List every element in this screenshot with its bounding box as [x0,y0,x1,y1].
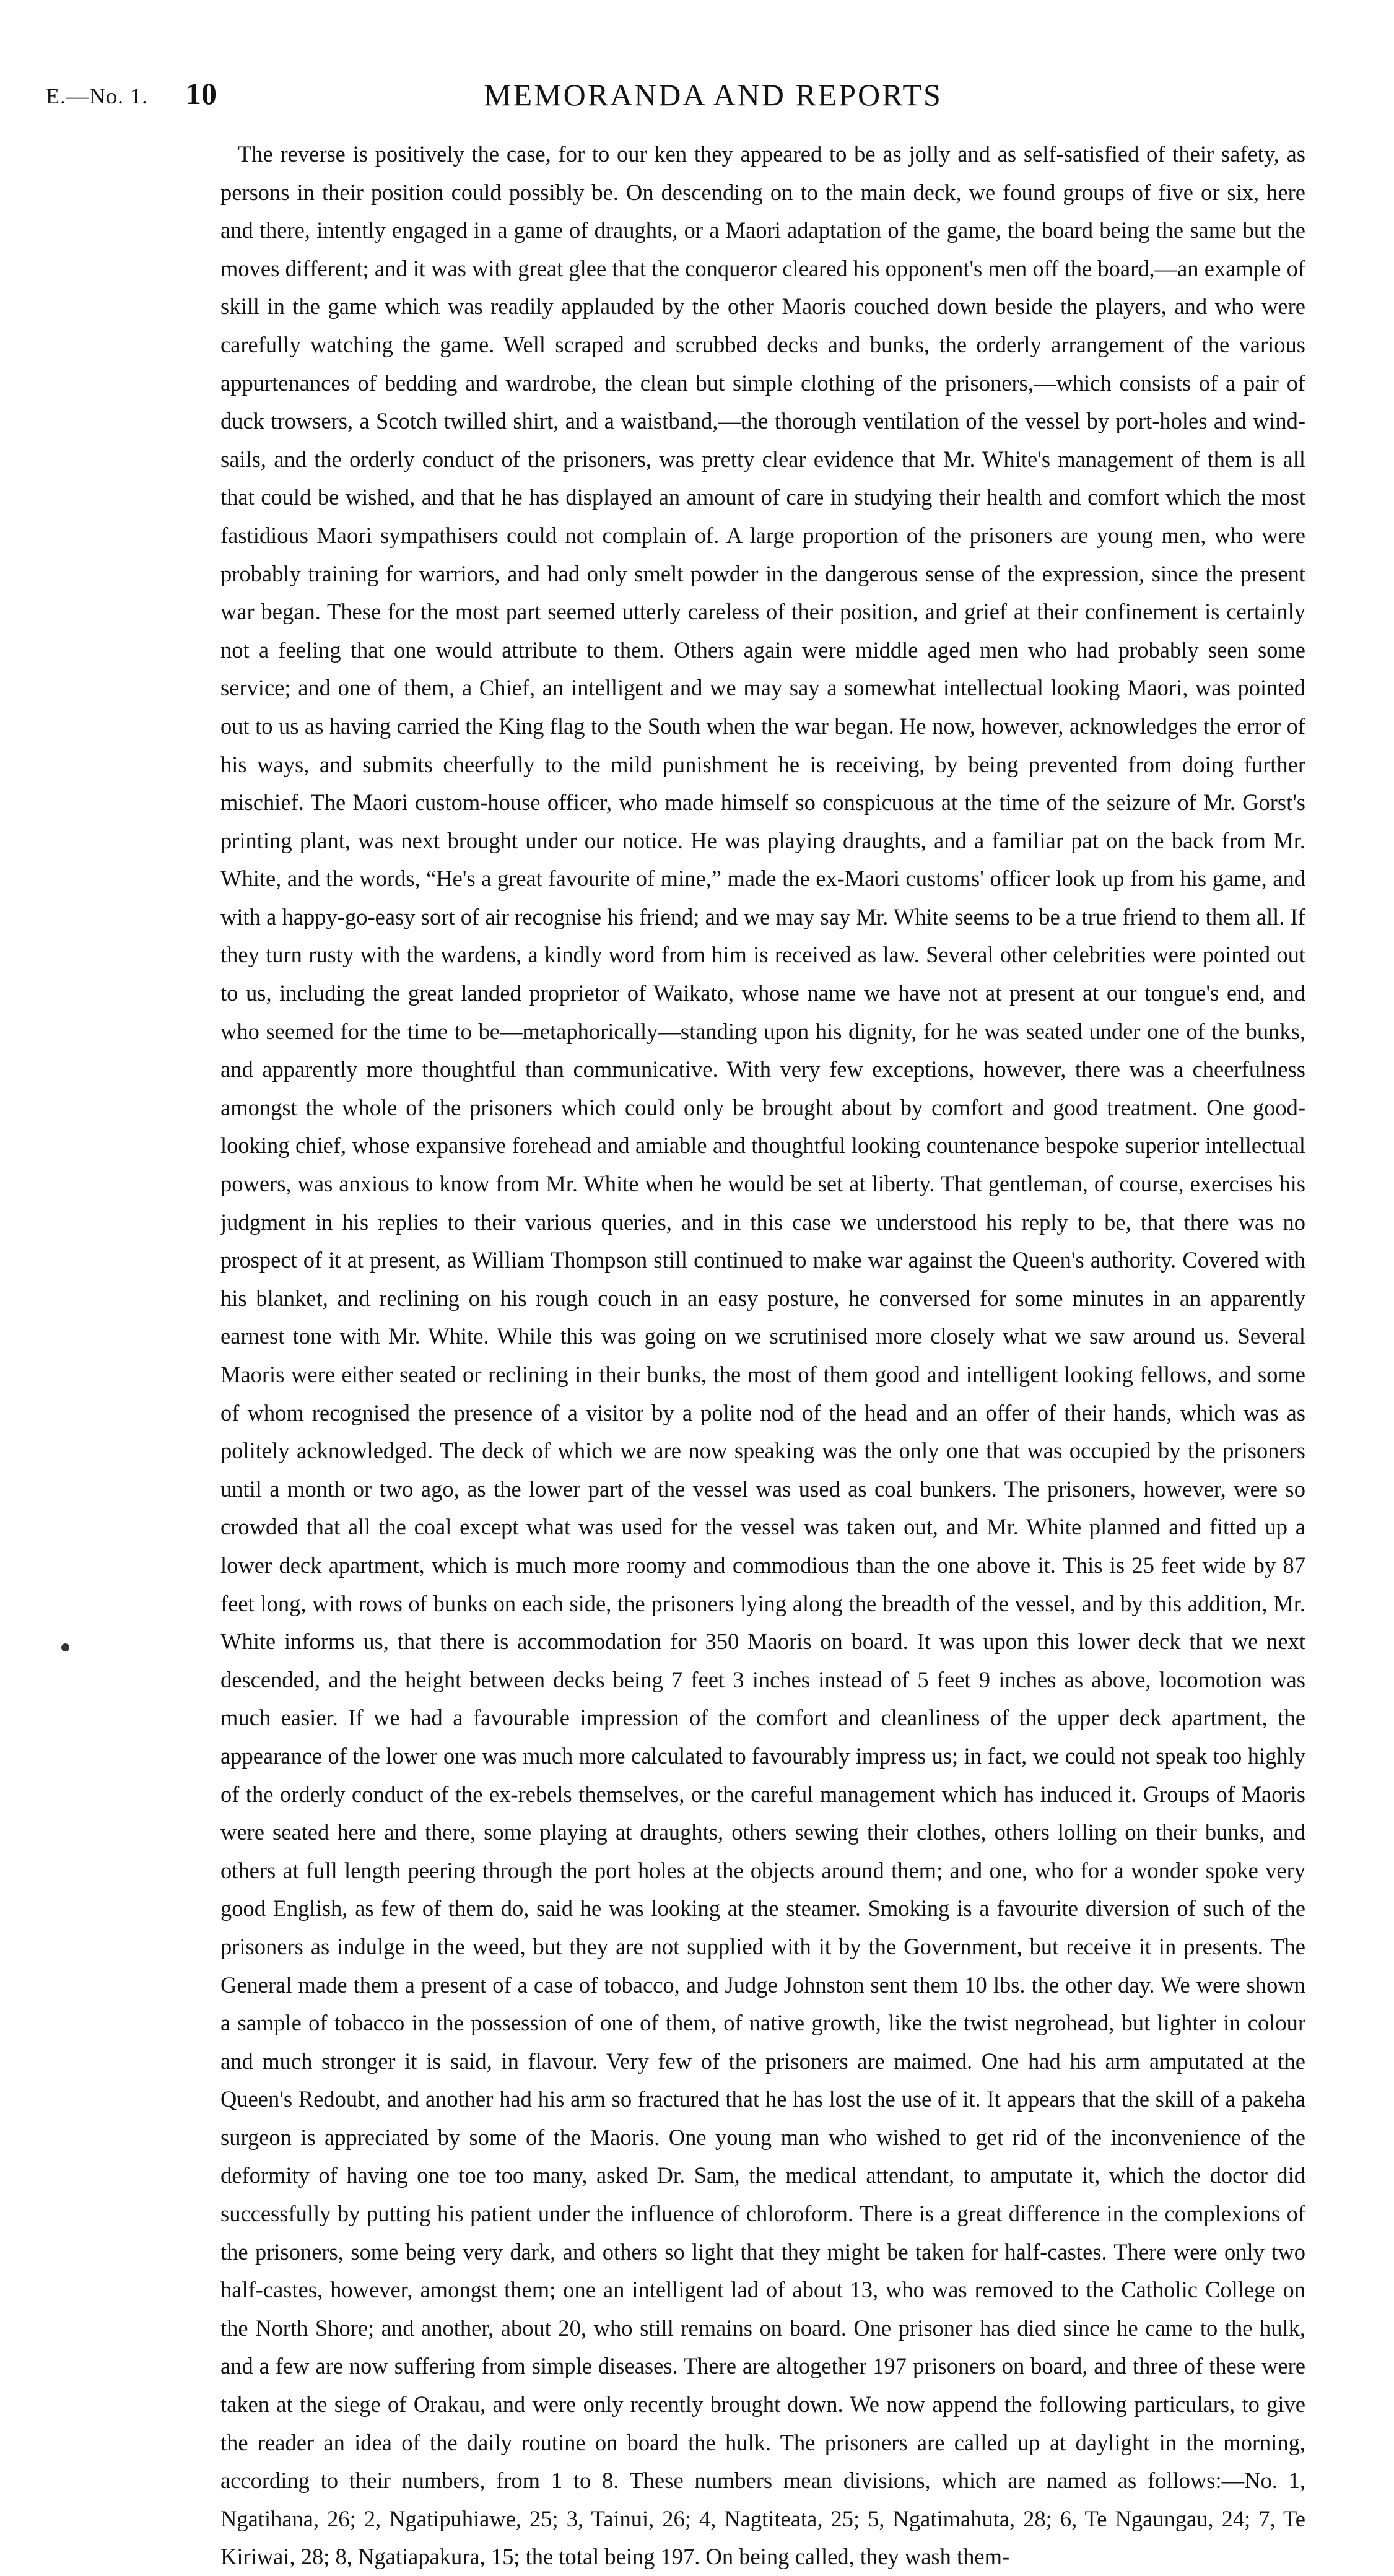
page-number: 10 [186,76,217,111]
margin-mark [61,1643,69,1651]
document-reference: E.—No. 1. [46,84,148,108]
page-header [46,74,1306,118]
body-paragraph: The reverse is positively the case, for to our ken they appeared to be as jolly and as self-satisfied of their safety, as persons in their position could possibly be. On descending on to the main deck, we found groups of five or six, here and there, intently engaged in a game of draughts, or a Maori adaptation of the game, the board being the same but the moves different; and it was with great glee that the conqueror cleared his opponent's men off the board,—an example of skill in the game which was readily applauded by the other Maoris couched down beside the players, and who were carefully watching the game. Well scraped and scrubbed decks and bunks, the orderly arrangement of the various appurtenances of bedding and wardrobe, the clean but simple clothing of the prisoners,—which consists of a pair of duck trowsers, a Scotch twilled shirt, and a waistband,—the thorough ventilation of the vessel by port-holes and wind-sails, and the orderly conduct of the prisoners, was pretty clear evidence that Mr. White's management of them is all that could be wished, and that he has displayed an amount of care in studying their health and comfort which the most fastidious Maori sympathisers could not complain of. A large proportion of the prisoners are young men, who were probably training for warriors, and had only smelt powder in the dangerous sense of the expression, since the present war began. These for the most part seemed utterly careless of their position, and grief at their confinement is certainly not a feeling that one would attribute to them. Others again were middle aged men who had probably seen some service; and one of them, a Chief, an intelligent and we may say a somewhat intellectual looking Maori, was pointed out to us as having carried the King flag to the South when the war began. He now, however, acknowledges the error of his ways, and submits cheerfully to the mild punishment he is receiving, by being prevented from doing further mischief. The Maori custom-house officer, who made himself so conspicuous at the time of the seizure of Mr. Gorst's printing plant, was next brought under our notice. He was playing draughts, and a familiar pat on the back from Mr. White, and the words, “He's a great favourite of mine,” made the ex-Maori customs' officer look up from his game, and with a happy-go-easy sort of air recognise his friend; and we may say Mr. White seems to be a true friend to them all. If they turn rusty with the wardens, a kindly word from him is received as law. Several other celebrities were pointed out to us, including the great landed proprietor of Waikato, whose name we have not at present at our tongue's end, and who seemed for the time to be—metaphorically—standing upon his dignity, for he was seated under one of the bunks, and apparently more thoughtful than communicative. With very few exceptions, however, there was a cheerfulness amongst the whole of the prisoners which could only be brought about by comfort and good treatment. One good-looking chief, whose expansive forehead and amiable and thoughtful looking countenance bespoke superior intellectual powers, was anxious to know from Mr. White when he would be set at liberty. That gentleman, of course, exercises his judgment in his replies to their various queries, and in this case we understood his reply to be, that there was no prospect of it at present, as William Thompson still continued to make war against the Queen's authority. Covered with his blanket, and reclining on his rough couch in an easy posture, he conversed for some minutes in an apparently earnest tone with Mr. White. While this was going on we scrutinised more closely what we saw around us. Several Maoris were either seated or reclining in their bunks, the most of them good and intelligent looking fellows, and some of whom recognised the presence of a visitor by a polite nod of the head and an offer of their hands, which was as politely acknowledged. The deck of which we are now speaking was the only one that was occupied by the prisoners until a month or two ago, as the lower part of the vessel was used as coal bunkers. The prisoners, however, were so crowded that all the coal except what was used for the vessel was taken out, and Mr. White planned and fitted up a lower deck apartment, which is much more roomy and commodious than the one above it. This is 25 feet wide by 87 feet long, with rows of bunks on each side, the prisoners lying along the breadth of the vessel, and by this addition, Mr. White informs us, that there is accommodation for 350 Maoris on board. It was upon this lower deck that we next descended, and the height between decks being 7 feet 3 inches instead of 5 feet 9 inches as above, locomotion was much easier. If we had a favourable impression of the comfort and cleanliness of the upper deck apartment, the appearance of the lower one was much more calculated to favourably impress us; in fact, we could not speak too highly of the orderly conduct of the ex-rebels themselves, or the careful management which has induced it. Groups of Maoris were seated here and there, some playing at draughts, others sewing their clothes, others lolling on their bunks, and others at full length peering through the port holes at the objects around them; and one, who for a wonder spoke very good English, as few of them do, said he was looking at the steamer. Smoking is a favourite diversion of such of the prisoners as indulge in the weed, but they are not supplied with it by the Government, but receive it in presents. The General made them a present of a case of tobacco, and Judge Johnston sent them 10 lbs. the other day. We were shown a sample of tobacco in the possession of one of them, of native growth, like the twist negrohead, but lighter in colour and much stronger it is said, in flavour. Very few of the prisoners are maimed. One had his arm amputated at the Queen's Redoubt, and another had his arm so fractured that he has lost the use of it. It appears that the skill of a pakeha surgeon is appreciated by some of the Maoris. One young man who wished to get rid of the inconvenience of the deformity of having one toe too many, asked Dr. Sam, the medical attendant, to amputate it, which the doctor did successfully by putting his patient under the influence of chloroform. There is a great difference in the complexions of the prisoners, some being very dark, and others so light that they might be taken for half-castes. There were only two half-castes, however, amongst them; one an intelligent lad of about 13, who was removed to the Catholic College on the North Shore; and another, about 20, who still remains on board. One prisoner has died since he came to the hulk, and a few are now suffering from simple diseases. There are altogether 197 prisoners on board, and three of these were taken at the siege of Orakau, and were only recently brought down. We now append the following particulars, to give the reader an idea of the daily routine on board the hulk. The prisoners are called up at daylight in the morning, according to their numbers, from 1 to 8. These numbers mean divisions, which are named as follows:—No. 1, Ngatihana, 26; 2, Ngatipuhiawe, 25; 3, Tainui, 26; 4, Nagtiteata, 25; 5, Ngatimahuta, 28; 6, Te Ngaungau, 24; 7, Te Kiriwai, 28; 8, Ngatiapakura, 15; the total being 197. On being called, they wash them- [220,141,1305,2570]
running-title: MEMORANDA AND REPORTS [484,77,943,112]
